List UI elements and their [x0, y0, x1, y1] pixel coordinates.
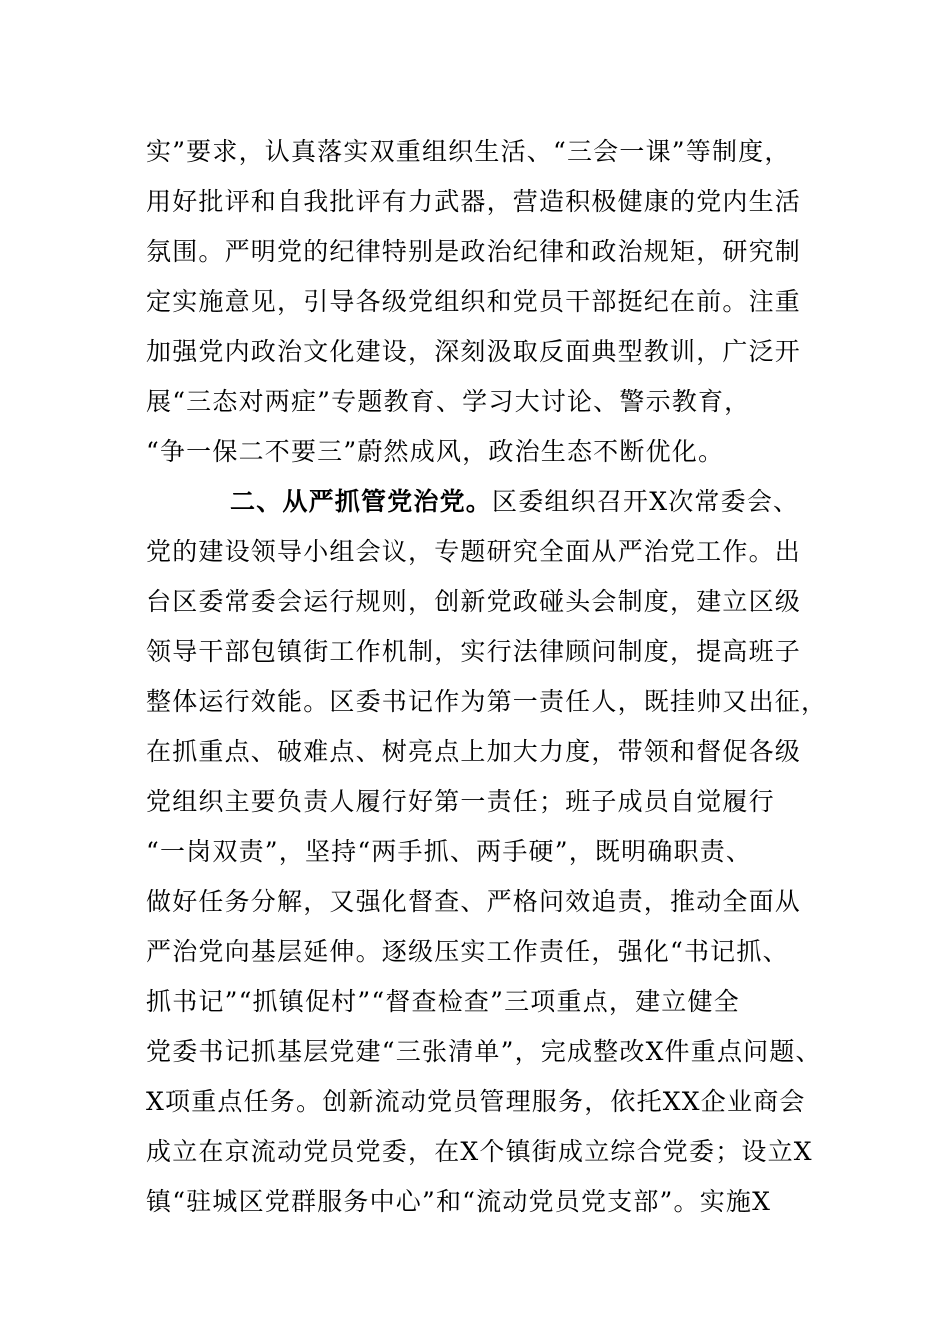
body-line: 实”要求，认真落实双重组织生活、“三会一课”等制度， — [146, 137, 791, 166]
section-heading: 二、从严抓管党治党。 — [230, 487, 493, 516]
body-line: 氛围。严明党的纪律特别是政治纪律和政治规矩，研究制 — [146, 237, 802, 266]
section-first-line — [230, 485, 799, 519]
body-line: 领导干部包镇街工作机制，实行法律顾问制度，提高班子 — [146, 637, 802, 666]
body-line: 展“三态对两症”专题教育、学习大讨论、警示教育， — [146, 387, 751, 416]
section-first-line-text: 区委组织召开X次常委会、 — [492, 487, 800, 516]
body-line: X项重点任务。创新流动党员管理服务，依托XX企业商会 — [146, 1087, 806, 1116]
body-line: 加强党内政治文化建设，深刻汲取反面典型教训，广泛开 — [146, 337, 802, 366]
body-line: 党组织主要负责人履行好第一责任；班子成员自觉履行 — [146, 787, 775, 816]
body-line: 严治党向基层延伸。逐级压实工作责任，强化“书记抓、 — [146, 937, 789, 966]
body-line: 定实施意见，引导各级党组织和党员干部挺纪在前。注重 — [146, 287, 802, 316]
body-line: 用好批评和自我批评有力武器，营造积极健康的党内生活 — [146, 187, 802, 216]
body-line: “争一保二不要三”蔚然成风，政治生态不断优化。 — [146, 437, 725, 466]
body-line: 镇“驻城区党群服务中心”和“流动党员党支部”。实施X — [146, 1187, 772, 1216]
body-line: “一岗双责”，坚持“两手抓、两手硬”，既明确职责、 — [146, 837, 753, 866]
body-line: 在抓重点、破难点、树亮点上加大力度，带领和督促各级 — [146, 737, 802, 766]
body-line: 成立在京流动党员党委，在X个镇街成立综合党委；设立X — [146, 1137, 813, 1166]
body-line: 台区委常委会运行规则，创新党政碰头会制度，建立区级 — [146, 587, 802, 616]
body-line: 整体运行效能。区委书记作为第一责任人，既挂帅又出征， — [146, 687, 828, 716]
body-line: 做好任务分解，又强化督查、严格问效追责，推动全面从 — [146, 887, 802, 916]
body-line: 党委书记抓基层党建“三张清单”，完成整改X件重点问题、 — [146, 1037, 822, 1066]
body-line: 党的建设领导小组会议，专题研究全面从严治党工作。出 — [146, 537, 802, 566]
body-line: 抓书记”“抓镇促村”“督查检查”三项重点，建立健全 — [146, 987, 740, 1016]
